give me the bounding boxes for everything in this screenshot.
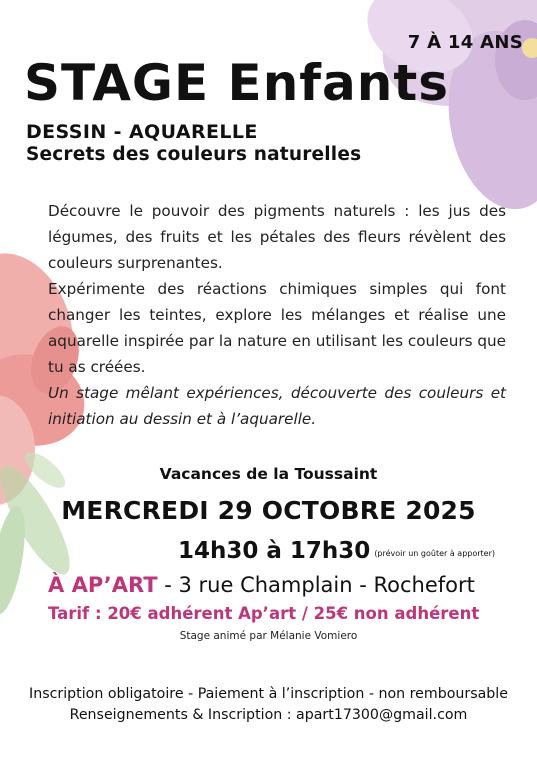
- event-time-row: [178, 538, 495, 564]
- venue-name: À AP’ART: [48, 573, 158, 597]
- subtitle-discipline: DESSIN - AQUARELLE: [26, 121, 258, 143]
- registration-terms: Inscription obligatoire - Paiement à l’inscription - non remboursable: [29, 686, 508, 702]
- price-info: Tarif : 20€ adhérent Ap’art / 25€ non adhérent: [48, 604, 480, 623]
- subtitle-theme: Secrets des couleurs naturelles: [26, 144, 362, 165]
- page-title: STAGE Enfants: [24, 54, 450, 112]
- description-paragraph: Expérimente des réactions chimiques simples qui font changer les teintes, explore les mélanges et réalise une aquarelle inspirée par la nature en utilisant les couleurs que tu as créées.: [48, 280, 506, 376]
- event-location: [48, 573, 475, 597]
- description-paragraph: Découvre le pouvoir des pigments naturels : les jus des légumes, des fruits et les pétales des fleurs révèlent des couleurs surprenantes.: [48, 202, 506, 272]
- holiday-period: Vacances de la Toussaint: [159, 465, 378, 483]
- venue-address: - 3 rue Champlain - Rochefort: [157, 573, 475, 597]
- snack-note: (prévoir un goûter à apporter): [374, 549, 496, 558]
- event-date: MERCREDI 29 OCTOBRE 2025: [61, 496, 476, 525]
- description: [48, 198, 506, 432]
- description-paragraph: Un stage mêlant expériences, découverte des couleurs et initiation au dessin et à l’aquarelle.: [48, 384, 506, 428]
- host-info: Stage animé par Mélanie Vomiero: [179, 630, 358, 642]
- age-range-badge: 7 À 14 ANS: [407, 32, 523, 53]
- event-time: 14h30 à 17h30: [178, 538, 371, 564]
- contact-info: Renseignements & Inscription : apart17300@gmail.com: [69, 707, 468, 723]
